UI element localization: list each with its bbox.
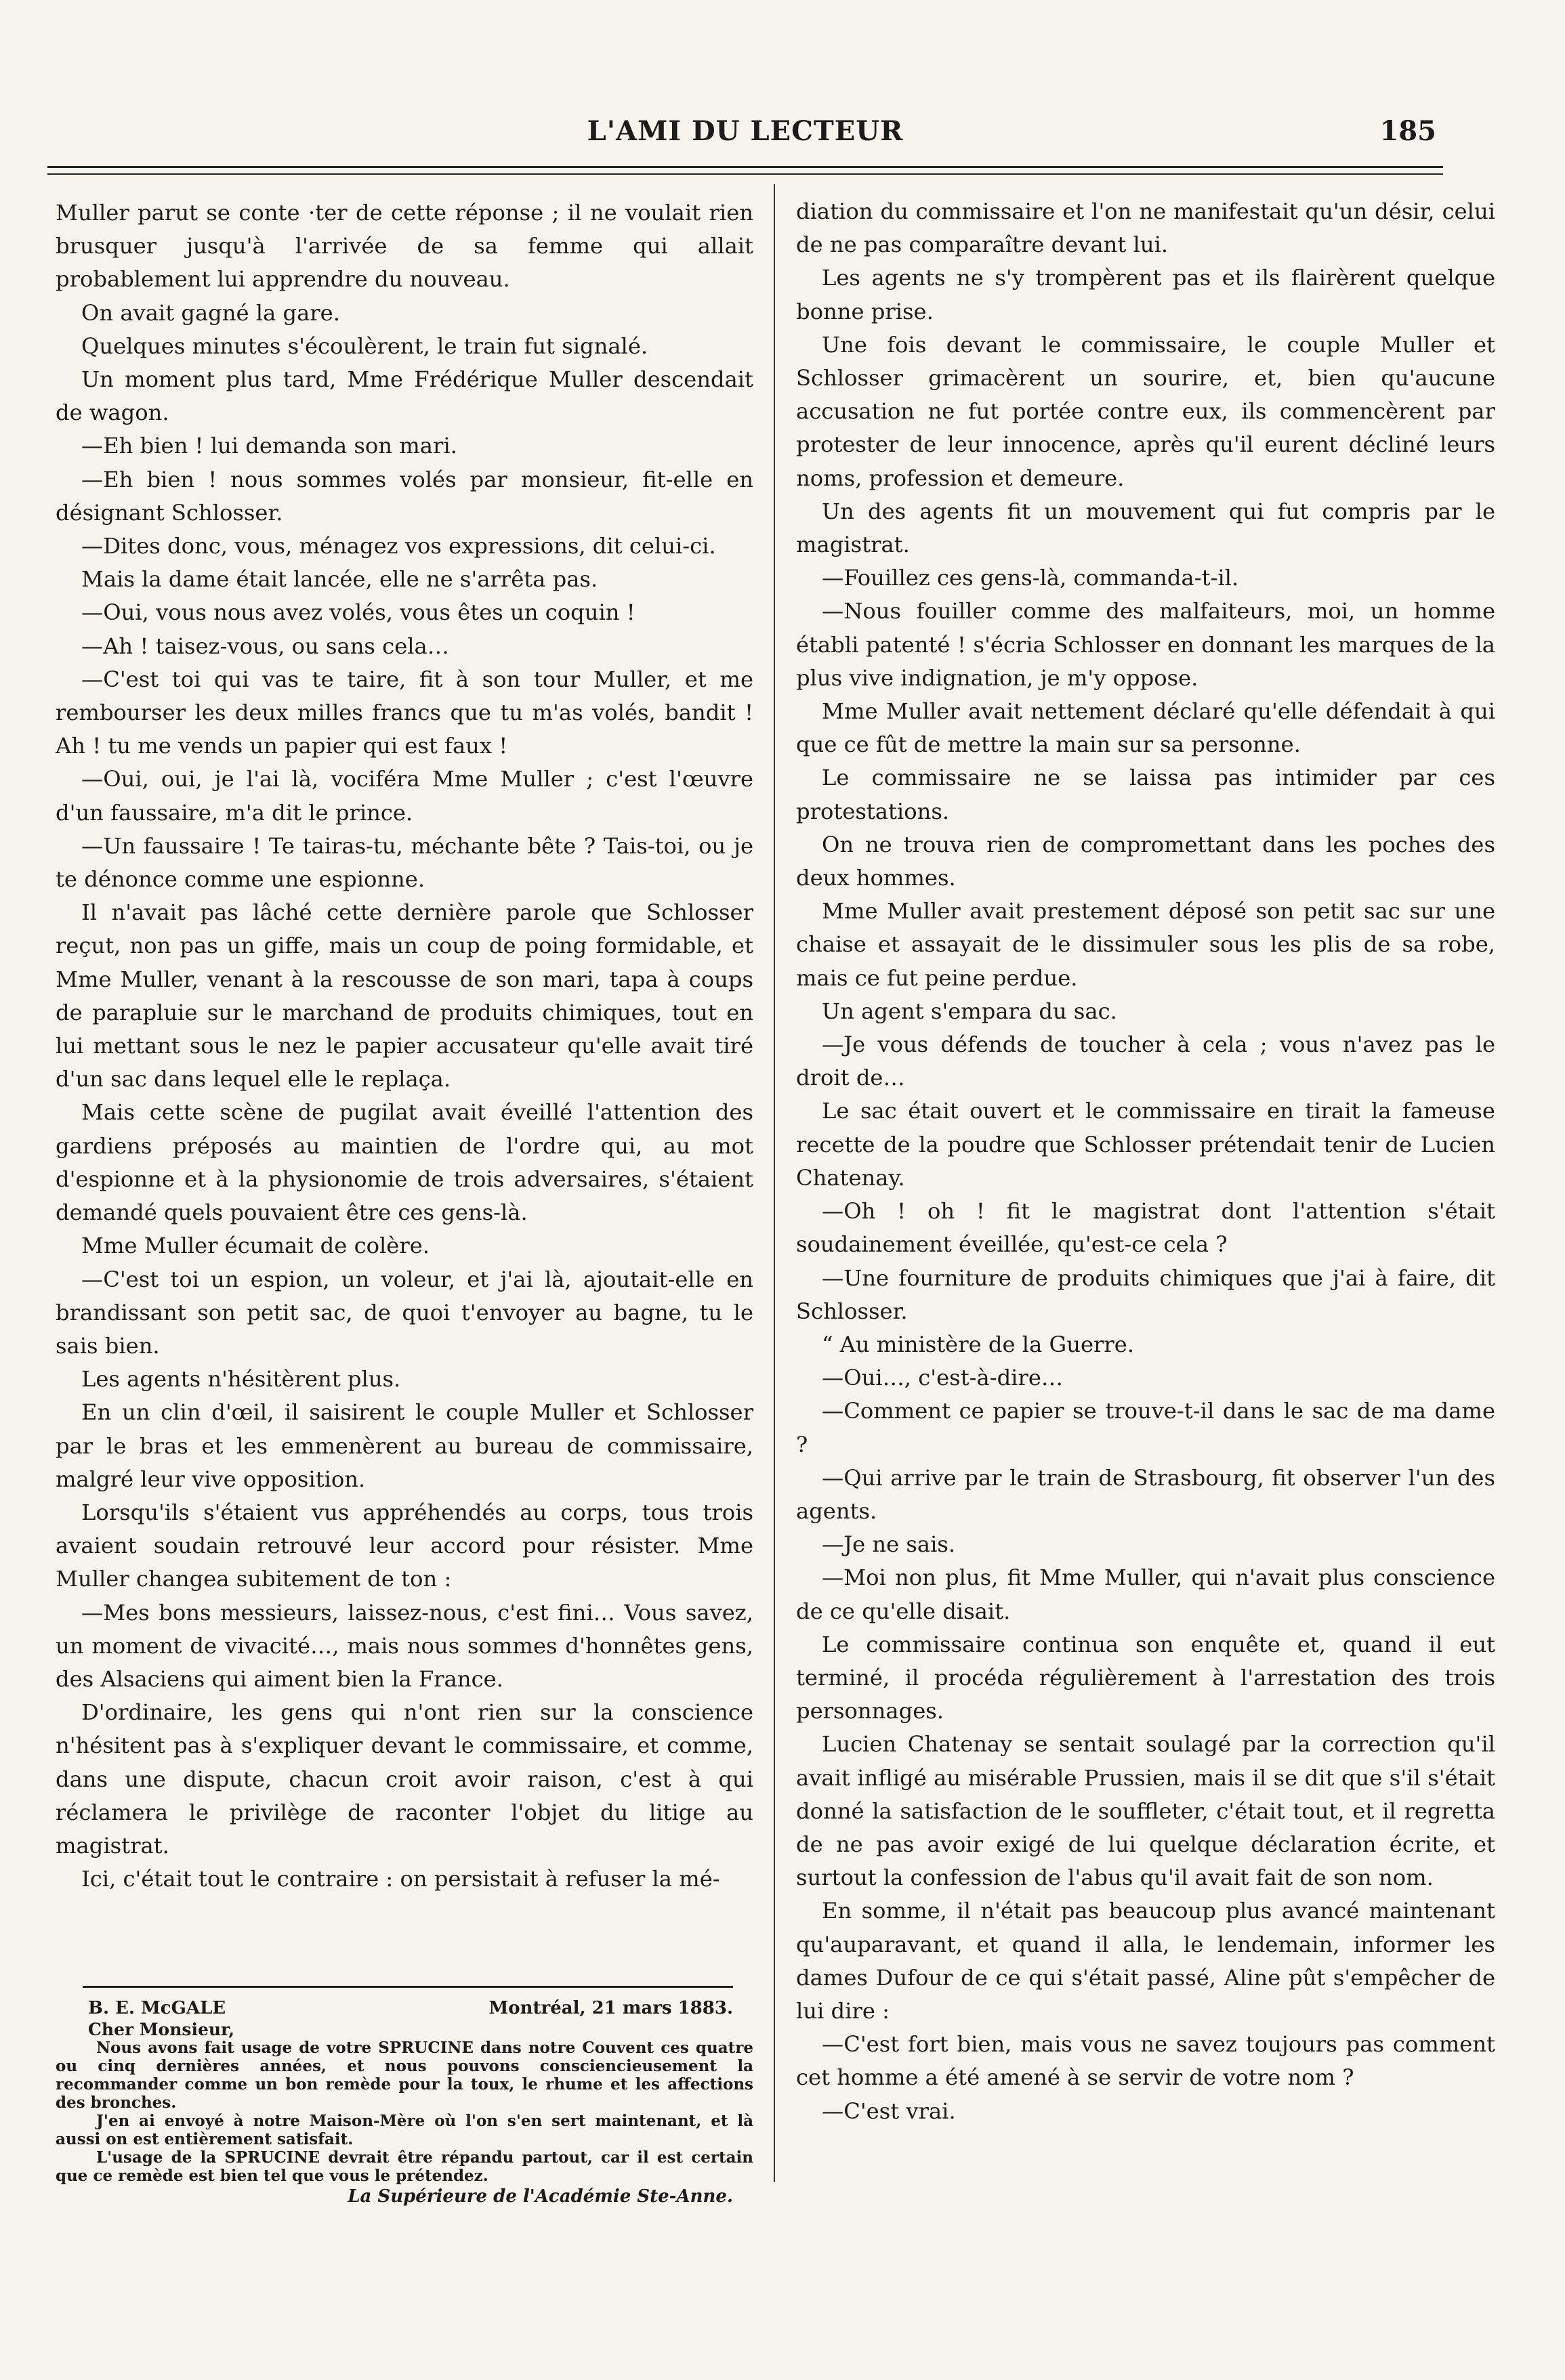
article-paragraph: Une fois devant le commissaire, le couple Muller et Schlosser grimacèrent un sourire, et, bien qu'aucune accusation ne fut portée contre eux, ils commencèrent par protester de leur innocence, après qu'il eurent décliné leurs noms, profession et demeure. (796, 331, 1495, 491)
advertisement-header (88, 1999, 733, 2018)
article-paragraph: —Je ne sais. (822, 1531, 956, 1558)
article-paragraph: —Nous fouiller comme des malfaiteurs, moi, un homme établi patenté ! s'écria Schlosser en donnant les marques de la plus vive indignation, je m'y oppose. (796, 598, 1495, 691)
advertisement-paragraph: L'usage de la SPRUCINE devrait être répandu partout, car il est certain que ce remède est bien tel que vous le prétendez. (56, 2148, 753, 2185)
advertisement-date: Montréal, 21 mars 1883. (488, 1998, 733, 2018)
article-paragraph: —Moi non plus, fit Mme Muller, qui n'avait plus conscience de ce qu'elle disait. (796, 1565, 1495, 1624)
article-paragraph: Mme Muller avait prestement déposé son petit sac sur une chaise et assayait de le dissimuler sous les plis de sa robe, mais ce fut peine perdue. (796, 898, 1495, 991)
article-paragraph: Mais la dame était lancée, elle ne s'arrêta pas. (81, 566, 598, 593)
article-paragraph: —Oh ! oh ! fit le magistrat dont l'attention s'était soudainement éveillée, qu'est-ce cela ? (796, 1198, 1495, 1258)
article-paragraph: “ Au ministère de la Guerre. (822, 1331, 1135, 1357)
article-paragraph: Le commissaire ne se laissa pas intimider par ces protestations. (796, 765, 1495, 824)
article-paragraph: —C'est toi un espion, un voleur, et j'ai là, ajoutait-elle en brandissant son petit sac, de quoi t'envoyer au bagne, tu le sais bien. (56, 1266, 753, 1359)
article-paragraph: Lorsqu'ils s'étaient vus appréhendés au corps, tous trois avaient soudain retrouvé leur accord pour résister. Mme Muller changea subitement de ton : (56, 1499, 753, 1592)
article-paragraph: On ne trouva rien de compromettant dans les poches des deux hommes. (796, 831, 1495, 891)
article-paragraph: —Fouillez ces gens-là, commanda-t-il. (822, 565, 1239, 591)
left-column (56, 196, 753, 1896)
article-paragraph: Un des agents fit un mouvement qui fut compris par le magistrat. (796, 498, 1495, 558)
article-paragraph: —Un faussaire ! Te tairas-tu, méchante bête ? Tais-toi, ou je te dénonce comme une espionne. (56, 832, 753, 893)
column-divider (774, 184, 775, 2182)
article-paragraph: —Dites donc, vous, ménagez vos expressions, dit celui-ci. (81, 533, 716, 559)
article-paragraph: —Une fourniture de produits chimiques que j'ai à faire, dit Schlosser. (796, 1265, 1495, 1324)
header-rule-thin (47, 173, 1443, 175)
advertisement-sender: B. E. McGALE (88, 1998, 226, 2018)
article-paragraph: —Oui, vous nous avez volés, vous êtes un coquin ! (81, 599, 635, 626)
article-paragraph: —Je vous défends de toucher à cela ; vous n'avez pas le droit de… (796, 1032, 1495, 1091)
article-paragraph: Mme Muller avait nettement déclaré qu'elle défendait à qui que ce fût de mettre la main sur sa personne. (796, 698, 1495, 758)
article-paragraph: Un agent s'empara du sac. (822, 998, 1117, 1024)
article-paragraph: Un moment plus tard, Mme Frédérique Muller descendait de wagon. (56, 366, 753, 426)
article-paragraph: Les agents n'hésitèrent plus. (81, 1366, 401, 1393)
advertisement-salutation: Cher Monsieur, (88, 2020, 235, 2039)
article-paragraph: —C'est vrai. (822, 2098, 956, 2124)
article-paragraph: Mme Muller écumait de colère. (81, 1233, 430, 1259)
article-paragraph: Il n'avait pas lâché cette dernière parole que Schlosser reçut, non pas un giffe, mais un coup de poing formidable, et Mme Muller, venant à la rescousse de son mari, tapa à coups de parapluie sur le marchand de produits chimiques, tout en lui mettant sous le nez le papier accusateur qu'elle avait tiré d'un sac dans lequel elle le replaça. (56, 899, 753, 1092)
advertisement (56, 1999, 753, 2206)
article-paragraph: Quelques minutes s'écoulèrent, le train fut signalé. (81, 333, 648, 359)
article-paragraph: —C'est toi qui vas te taire, fit à son tour Muller, et me rembourser les deux milles francs que tu m'as volés, bandit ! Ah ! tu me vends un papier qui est faux ! (56, 666, 753, 759)
article-paragraph: Le sac était ouvert et le commissaire en tirait la fameuse recette de la poudre que Schlosser prétendait tenir de Lucien Chatenay. (796, 1098, 1495, 1191)
article-paragraph: —Eh bien ! lui demanda son mari. (81, 433, 457, 459)
article-paragraph: —C'est fort bien, mais vous ne savez toujours pas comment cet homme a été amené à se servir de votre nom ? (796, 2031, 1495, 2091)
article-paragraph: En somme, il n'était pas beaucoup plus avancé maintenant qu'auparavant, et quand il alla, le lendemain, informer les dames Dufour de ce qui s'était passé, Aline pût s'empêcher de lui dire : (796, 1898, 1495, 2024)
running-title: L'AMI DU LECTEUR (587, 115, 904, 147)
article-paragraph: Ici, c'était tout le contraire : on persistait à refuser la mé- (81, 1866, 720, 1892)
article-paragraph: Muller parut se conte ·ter de cette réponse ; il ne voulait rien brusquer jusqu'à l'arrivée de sa femme qui allait probablement lui apprendre du nouveau. (56, 200, 753, 293)
article-paragraph: Le commissaire continua son enquête et, quand il eut terminé, il procéda régulièrement à l'arrestation des trois personnages. (796, 1631, 1495, 1724)
article-paragraph: —Oui…, c'est-à-dire… (822, 1365, 1064, 1391)
article-paragraph: En un clin d'œil, il saisirent le couple Muller et Schlosser par le bras et les emmenèrent au bureau de commissaire, malgré leur vive opposition. (56, 1399, 753, 1492)
right-column (796, 195, 1495, 2128)
article-paragraph: Lucien Chatenay se sentait soulagé par la correction qu'il avait infligé au misérable Prussien, mais il se dit que s'il s'était donné la satisfaction de le souffleter, c'était tout, et il regretta de ne pas avoir exigé de lui quelque déclaration écrite, et surtout la confession de l'abus qu'il avait fait de son nom. (796, 1731, 1495, 1891)
article-paragraph: —Ah ! taisez-vous, ou sans cela… (81, 633, 449, 659)
page-number: 185 (1379, 115, 1436, 147)
page-header (47, 115, 1443, 163)
advertisement-rule (83, 1986, 733, 1988)
article-paragraph: On avait gagné la gare. (81, 299, 340, 326)
advertisement-paragraph: Nous avons fait usage de votre SPRUCINE dans notre Couvent ces quatre ou cinq dernières années, et nous pouvons consciencieusement la recommander comme un bon remède pour la toux, le rhume et les affections des bronches. (56, 2039, 753, 2112)
advertisement-signature: La Supérieure de l'Académie Ste-Anne. (348, 2186, 733, 2207)
article-paragraph: —Oui, oui, je l'ai là, vociféra Mme Muller ; c'est l'œuvre d'un faussaire, m'a dit le prince. (56, 766, 753, 826)
article-paragraph: —Qui arrive par le train de Strasbourg, fit observer l'un des agents. (796, 1464, 1495, 1524)
article-paragraph: —Comment ce papier se trouve-t-il dans le sac de ma dame ? (796, 1398, 1495, 1458)
article-paragraph: diation du commissaire et l'on ne manifestait qu'un désir, celui de ne pas comparaître devant lui. (796, 198, 1495, 258)
article-paragraph: Les agents ne s'y trompèrent pas et ils flairèrent quelque bonne prise. (796, 265, 1495, 324)
article-paragraph: —Eh bien ! nous sommes volés par monsieur, fit-elle en désignant Schlosser. (56, 466, 753, 526)
article-paragraph: —Mes bons messieurs, laissez-nous, c'est fini… Vous savez, un moment de vivacité…, mais nous sommes d'honnêtes gens, des Alsaciens qui aiment bien la France. (56, 1599, 753, 1692)
article-paragraph: Mais cette scène de pugilat avait éveillé l'attention des gardiens préposés au maintien de l'ordre qui, au mot d'espionne et à la physionomie de trois adversaires, s'étaient demandé quels pouvaient être ces gens-là. (56, 1099, 753, 1226)
article-paragraph: D'ordinaire, les gens qui n'ont rien sur la conscience n'hésitent pas à s'expliquer devant le commissaire, et comme, dans une dispute, chacun croit avoir raison, c'est à qui réclamera le privilège de raconter l'objet du litige au magistrat. (56, 1699, 753, 1858)
header-rule (47, 166, 1443, 168)
advertisement-paragraph: J'en ai envoyé à notre Maison-Mère où l'on s'en sert maintenant, et là aussi on est entièrement satisfait. (56, 2112, 753, 2148)
